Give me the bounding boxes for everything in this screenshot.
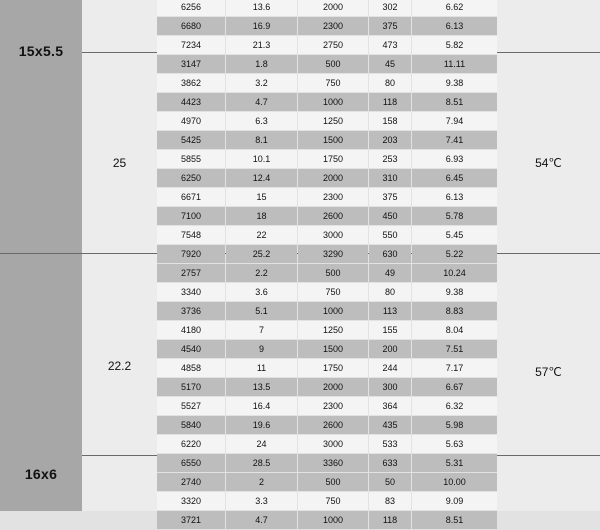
table-row — [157, 340, 497, 358]
table-cell: 5.98 — [412, 416, 497, 434]
table-cell: 450 — [369, 207, 411, 225]
table-cell: 10.1 — [226, 150, 297, 168]
table-cell: 5170 — [157, 378, 225, 396]
table-cell: 8.04 — [412, 321, 497, 339]
table-row — [157, 245, 497, 263]
table-cell: 2.2 — [226, 264, 297, 282]
table-cell: 113 — [369, 302, 411, 320]
table-cell: 8.51 — [412, 511, 497, 529]
table-cell: 6550 — [157, 454, 225, 472]
table-cell: 6680 — [157, 17, 225, 35]
table-cell: 7100 — [157, 207, 225, 225]
table-cell: 9.38 — [412, 74, 497, 92]
table-cell: 5.1 — [226, 302, 297, 320]
table-cell: 500 — [298, 55, 368, 73]
table-cell: 6.45 — [412, 169, 497, 187]
table-cell: 6220 — [157, 435, 225, 453]
table-cell: 200 — [369, 340, 411, 358]
table-row — [157, 36, 497, 54]
table-cell: 750 — [298, 74, 368, 92]
table-cell: 9.38 — [412, 283, 497, 301]
table-cell: 158 — [369, 112, 411, 130]
table-cell: 3340 — [157, 283, 225, 301]
table-cell: 6.93 — [412, 150, 497, 168]
table-cell: 10.00 — [412, 473, 497, 491]
table-cell: 5840 — [157, 416, 225, 434]
table-cell: 7920 — [157, 245, 225, 263]
table-cell: 9 — [226, 340, 297, 358]
table-cell: 25.2 — [226, 245, 297, 263]
table-cell: 118 — [369, 511, 411, 529]
temperature-label: 54℃ — [535, 156, 562, 170]
table-cell: 1750 — [298, 359, 368, 377]
table-row — [157, 131, 497, 149]
voltage-label: 25 — [112, 156, 127, 170]
table-cell: 750 — [298, 492, 368, 510]
table-cell: 1000 — [298, 302, 368, 320]
table-cell: 5.31 — [412, 454, 497, 472]
table-cell: 302 — [369, 0, 411, 16]
table-cell: 80 — [369, 74, 411, 92]
table-row — [157, 169, 497, 187]
table-cell: 8.83 — [412, 302, 497, 320]
table-cell: 15 — [226, 188, 297, 206]
table-row — [157, 492, 497, 510]
table-cell: 9.09 — [412, 492, 497, 510]
table-cell: 3.6 — [226, 283, 297, 301]
table-cell: 533 — [369, 435, 411, 453]
table-cell: 2 — [226, 473, 297, 491]
table-cell: 1250 — [298, 321, 368, 339]
table-cell: 19.6 — [226, 416, 297, 434]
table-row — [157, 207, 497, 225]
table-cell: 5.45 — [412, 226, 497, 244]
table-cell: 1250 — [298, 112, 368, 130]
table-cell: 7.94 — [412, 112, 497, 130]
table-cell: 633 — [369, 454, 411, 472]
table-cell: 7 — [226, 321, 297, 339]
table-cell: 7234 — [157, 36, 225, 54]
group-divider — [497, 52, 600, 53]
table-cell: 500 — [298, 264, 368, 282]
table-cell: 550 — [369, 226, 411, 244]
table-cell: 6.67 — [412, 378, 497, 396]
table-cell: 6256 — [157, 0, 225, 16]
table-cell: 155 — [369, 321, 411, 339]
table-cell: 5.63 — [412, 435, 497, 453]
table-cell: 13.5 — [226, 378, 297, 396]
table-cell: 4970 — [157, 112, 225, 130]
table-cell: 80 — [369, 283, 411, 301]
table-cell: 1000 — [298, 511, 368, 529]
table-row — [157, 188, 497, 206]
table-cell: 3736 — [157, 302, 225, 320]
table-cell: 244 — [369, 359, 411, 377]
table-cell: 750 — [298, 283, 368, 301]
group-divider — [82, 455, 157, 456]
table-cell: 8.51 — [412, 93, 497, 111]
table-cell: 28.5 — [226, 454, 297, 472]
table-cell: 3147 — [157, 55, 225, 73]
table-cell: 2600 — [298, 207, 368, 225]
table-cell: 4180 — [157, 321, 225, 339]
table-cell: 3290 — [298, 245, 368, 263]
table-cell: 2757 — [157, 264, 225, 282]
group-divider — [497, 455, 600, 456]
table-cell: 2300 — [298, 397, 368, 415]
table-cell: 7548 — [157, 226, 225, 244]
data-rows — [157, 0, 497, 530]
prop-size-label: 16x6 — [24, 466, 58, 482]
table-cell: 6.13 — [412, 188, 497, 206]
table-cell: 435 — [369, 416, 411, 434]
table-row — [157, 378, 497, 396]
table-cell: 3000 — [298, 226, 368, 244]
table-cell: 7.41 — [412, 131, 497, 149]
table-cell: 310 — [369, 169, 411, 187]
table-cell: 5.78 — [412, 207, 497, 225]
table-row — [157, 321, 497, 339]
table-cell: 3.3 — [226, 492, 297, 510]
table-cell: 4.7 — [226, 93, 297, 111]
table-cell: 1500 — [298, 131, 368, 149]
table-cell: 3320 — [157, 492, 225, 510]
table-cell: 500 — [298, 473, 368, 491]
prop-size-label: 15x5.5 — [18, 43, 64, 59]
table-cell: 16.4 — [226, 397, 297, 415]
table-cell: 3000 — [298, 435, 368, 453]
table-cell: 6.32 — [412, 397, 497, 415]
table-cell: 630 — [369, 245, 411, 263]
table-cell: 10.24 — [412, 264, 497, 282]
table-cell: 5425 — [157, 131, 225, 149]
table-cell: 3.2 — [226, 74, 297, 92]
table-row — [157, 55, 497, 73]
table-cell: 18 — [226, 207, 297, 225]
table-row — [157, 17, 497, 35]
table-cell: 2300 — [298, 17, 368, 35]
table-cell: 13.6 — [226, 0, 297, 16]
table-row — [157, 435, 497, 453]
table-cell: 50 — [369, 473, 411, 491]
prop-size-column — [0, 0, 82, 511]
table-cell: 4.7 — [226, 511, 297, 529]
voltage-label: 22.2 — [107, 359, 132, 373]
table-cell: 11 — [226, 359, 297, 377]
table-cell: 22 — [226, 226, 297, 244]
table-cell: 1500 — [298, 340, 368, 358]
table-cell: 118 — [369, 93, 411, 111]
table-row — [157, 283, 497, 301]
table-cell: 7.17 — [412, 359, 497, 377]
table-cell: 7.51 — [412, 340, 497, 358]
table-row — [157, 359, 497, 377]
voltage-column — [82, 0, 157, 511]
table-cell: 5.22 — [412, 245, 497, 263]
table-cell: 1000 — [298, 93, 368, 111]
table-cell: 253 — [369, 150, 411, 168]
table-cell: 12.4 — [226, 169, 297, 187]
table-cell: 6671 — [157, 188, 225, 206]
temperature-label: 57℃ — [535, 365, 562, 379]
table-cell: 6250 — [157, 169, 225, 187]
table-cell: 473 — [369, 36, 411, 54]
table-cell: 375 — [369, 188, 411, 206]
table-row — [157, 397, 497, 415]
table-cell: 300 — [369, 378, 411, 396]
table-row — [157, 93, 497, 111]
table-cell: 2600 — [298, 416, 368, 434]
table-cell: 2000 — [298, 0, 368, 16]
table-cell: 3360 — [298, 454, 368, 472]
table-cell: 6.3 — [226, 112, 297, 130]
table-cell: 364 — [369, 397, 411, 415]
table-cell: 5855 — [157, 150, 225, 168]
table-row — [157, 416, 497, 434]
table-cell: 3721 — [157, 511, 225, 529]
table-cell: 24 — [226, 435, 297, 453]
table-cell: 5527 — [157, 397, 225, 415]
table-row — [157, 150, 497, 168]
table-cell: 11.11 — [412, 55, 497, 73]
table-cell: 83 — [369, 492, 411, 510]
table-row — [157, 302, 497, 320]
table-row — [157, 264, 497, 282]
table-row — [157, 0, 497, 16]
table-row — [157, 74, 497, 92]
table-row — [157, 226, 497, 244]
temperature-column — [497, 0, 600, 511]
table-cell: 375 — [369, 17, 411, 35]
table-cell: 16.9 — [226, 17, 297, 35]
table-row — [157, 112, 497, 130]
table-cell: 1750 — [298, 150, 368, 168]
table-cell: 1.8 — [226, 55, 297, 73]
table-cell: 203 — [369, 131, 411, 149]
table-cell: 2750 — [298, 36, 368, 54]
table-cell: 8.1 — [226, 131, 297, 149]
table-row — [157, 511, 497, 529]
table-cell: 21.3 — [226, 36, 297, 54]
table-cell: 6.13 — [412, 17, 497, 35]
table-cell: 49 — [369, 264, 411, 282]
group-divider — [82, 52, 157, 53]
table-cell: 2000 — [298, 378, 368, 396]
table-cell: 45 — [369, 55, 411, 73]
table-row — [157, 473, 497, 491]
table-cell: 6.62 — [412, 0, 497, 16]
table-cell: 4423 — [157, 93, 225, 111]
table-cell: 4858 — [157, 359, 225, 377]
table-cell: 2740 — [157, 473, 225, 491]
table-cell: 3862 — [157, 74, 225, 92]
table-cell: 4540 — [157, 340, 225, 358]
table-cell: 2300 — [298, 188, 368, 206]
table-cell: 5.82 — [412, 36, 497, 54]
table-row — [157, 454, 497, 472]
table-cell: 2000 — [298, 169, 368, 187]
